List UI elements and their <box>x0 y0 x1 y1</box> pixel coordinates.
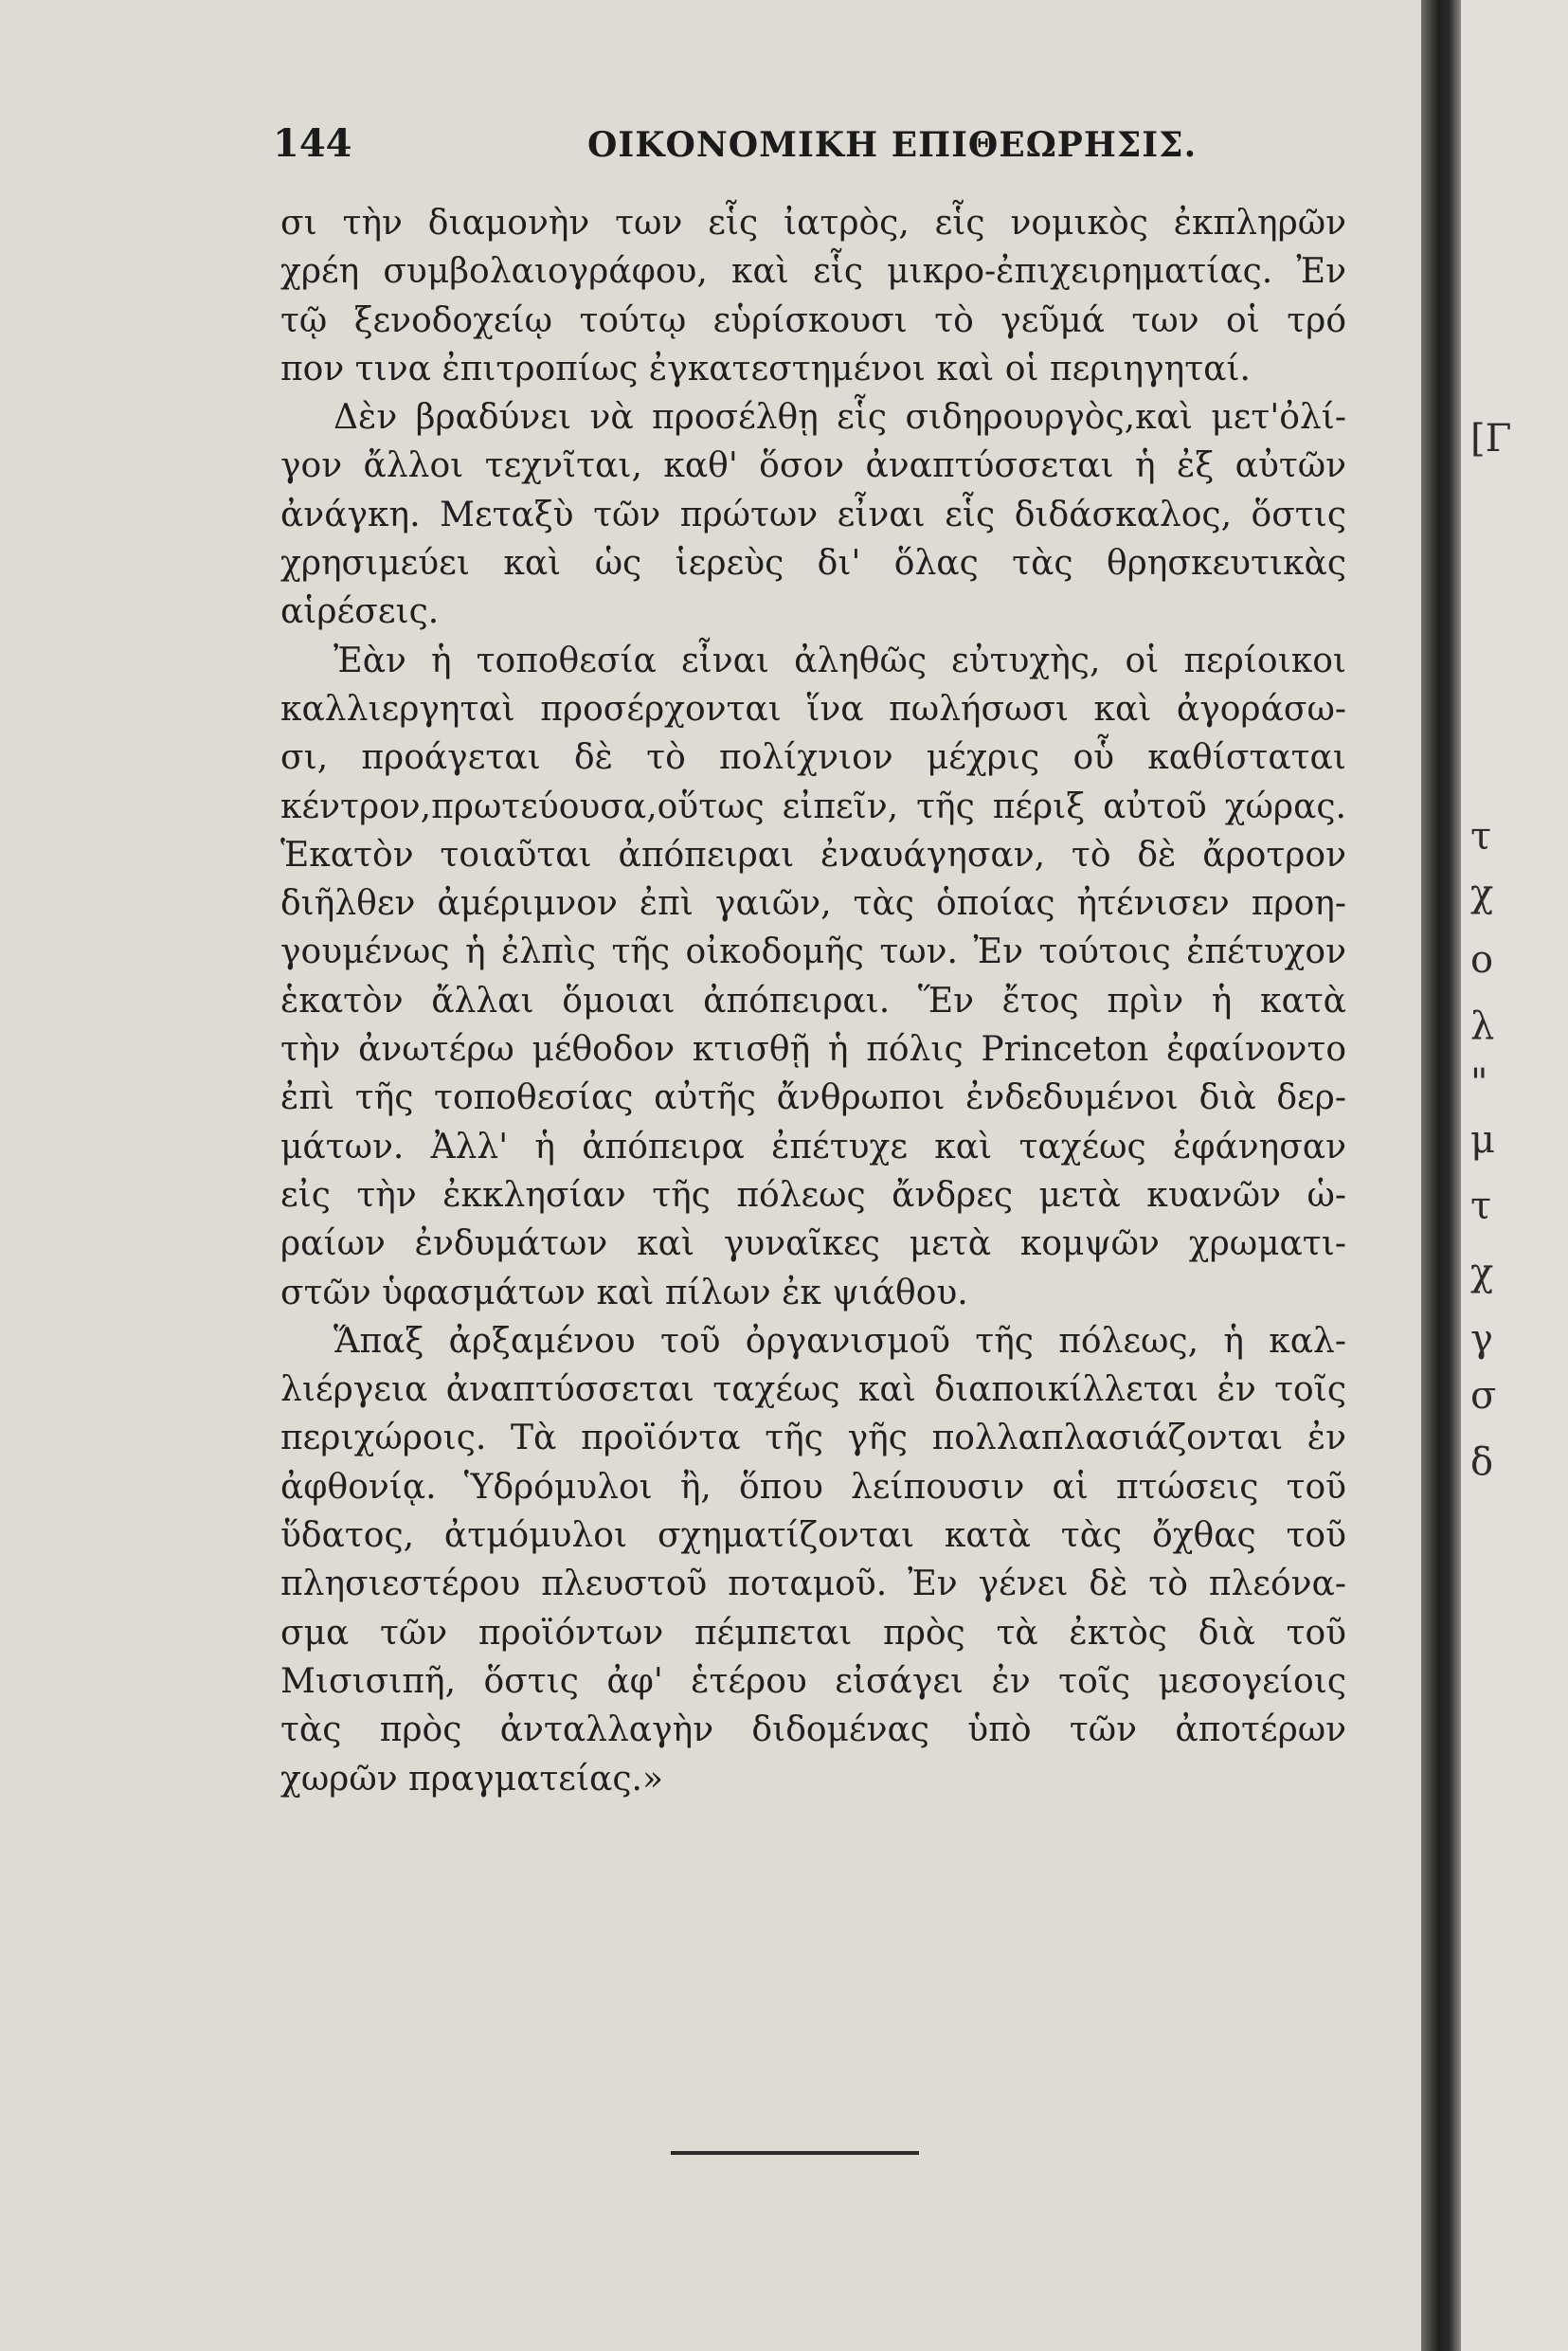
text-line: στῶν ὑφασμάτων καὶ πίλων ἐκ ψιάθου. <box>280 1273 968 1312</box>
text-line: τῷ ξενοδοχείῳ τούτῳ εὑρίσκουσι τὸ γεῦμά των οἱ τρό <box>280 300 1346 340</box>
text-line: γουμένως ἡ ἐλπὶς τῆς οἰκοδομῆς των. Ἐν τούτοις ἐπέτυχον <box>280 932 1346 972</box>
text-line: περιχώροις. Τὰ προϊόντα τῆς γῆς πολλαπλασιάζονται ἐν <box>280 1419 1346 1458</box>
text-line: ἀνάγκη. Μεταξὺ τῶν πρώτων εἶναι εἷς διδάσκαλος, ὅστις <box>280 495 1346 534</box>
adjacent-page-edge <box>1461 0 1568 2351</box>
adjacent-page-fragment: χ <box>1470 1251 1494 1294</box>
text-line: ραίων ἐνδυμάτων καὶ γυναῖκες μετὰ κομψῶν χρωματι- <box>280 1224 1346 1264</box>
text-line: χρέη συμβολαιογράφου, καὶ εἷς μικρο-ἐπιχειρηματίας. Ἐν <box>280 252 1346 292</box>
text-line: κέντρον,πρωτεύουσα,οὕτως εἰπεῖν, τῆς πέριξ αὐτοῦ χώρας. <box>280 787 1346 826</box>
text-line: ἑκατὸν ἄλλαι ὅμοιαι ἀπόπειραι. Ἕν ἔτος πρὶν ἡ κατὰ <box>280 981 1346 1021</box>
text-line: σι τὴν διαμονὴν των εἷς ἰατρὸς, εἷς νομικὸς ἐκπληρῶν <box>280 204 1346 243</box>
text-line: ὕδατος, ἀτμόμυλοι σχηματίζονται κατὰ τὰς ὄχθας τοῦ <box>280 1516 1346 1556</box>
text-line: Ἐὰν ἡ τοποθεσία εἶναι ἀληθῶς εὐτυχὴς, οἱ περίοικοι <box>333 641 1346 680</box>
adjacent-page-fragment: δ <box>1470 1440 1494 1484</box>
page-number: 144 <box>273 121 352 166</box>
body-text <box>280 199 1346 1803</box>
adjacent-page-fragment: τ <box>1470 1185 1492 1228</box>
adjacent-page-fragment: ο <box>1470 938 1494 982</box>
text-line: γον ἄλλοι τεχνῖται, καθ' ὅσον ἀναπτύσσεται ἡ ἐξ αὐτῶν <box>280 446 1346 486</box>
journal-title: ΟΙΚΟΝΟΜΙΚΗ ΕΠΙΘΕΩΡΗΣΙΣ. <box>587 125 1198 165</box>
running-head <box>273 121 1343 178</box>
adjacent-page-fragment: μ <box>1470 1118 1495 1162</box>
adjacent-page-fragment: τ <box>1470 815 1492 859</box>
adjacent-page-fragment: σ <box>1470 1374 1497 1418</box>
book-spine-gutter <box>1421 0 1461 2351</box>
text-line: χωρῶν πραγματείας.» <box>280 1759 663 1799</box>
adjacent-page-fragment: γ <box>1470 1317 1493 1361</box>
text-line: σμα τῶν προϊόντων πέμπεται πρὸς τὰ ἐκτὸς διὰ τοῦ <box>280 1613 1346 1653</box>
text-line: πλησιεστέρου πλευστοῦ ποταμοῦ. Ἐν γένει δὲ τὸ πλεόνα- <box>280 1564 1346 1604</box>
adjacent-page-fragment: " <box>1470 1061 1488 1105</box>
end-rule <box>671 2151 919 2155</box>
text-line: εἰς τὴν ἐκκλησίαν τῆς πόλεως ἄνδρες μετὰ κυανῶν ὡ- <box>280 1175 1346 1215</box>
text-line: καλλιεργηταὶ προσέρχονται ἵνα πωλήσωσι καὶ ἀγοράσω- <box>280 689 1346 729</box>
text-line: χρησιμεύει καὶ ὡς ἱερεὺς δι' ὅλας τὰς θρησκευτικὰς <box>280 544 1346 584</box>
text-line: Ἑκατὸν τοιαῦται ἀπόπειραι ἐναυάγησαν, τὸ δὲ ἄροτρον <box>280 835 1346 875</box>
text-line: σι, προάγεται δὲ τὸ πολίχνιον μέχρις οὗ καθίσταται <box>280 738 1346 778</box>
text-line: τὴν ἀνωτέρω μέθοδον κτισθῇ ἡ πόλις Princeton ἐφαίνοντο <box>280 1030 1346 1070</box>
adjacent-page-fragment: [Γ <box>1470 417 1512 461</box>
adjacent-page-fragment: χ <box>1470 872 1494 915</box>
text-line: ἐπὶ τῆς τοποθεσίας αὐτῆς ἄνθρωποι ἐνδεδυμένοι διὰ δερ- <box>280 1078 1346 1118</box>
text-line: λιέργεια ἀναπτύσσεται ταχέως καὶ διαποικίλλεται ἐν τοῖς <box>280 1370 1346 1410</box>
text-line: τὰς πρὸς ἀνταλλαγὴν διδομένας ὑπὸ τῶν ἀποτέρων <box>280 1710 1346 1750</box>
text-line: αἱρέσεις. <box>280 592 440 632</box>
adjacent-page-fragment: λ <box>1470 1004 1495 1048</box>
text-line: μάτων. Ἀλλ' ἡ ἀπόπειρα ἐπέτυχε καὶ ταχέως ἐφάνησαν <box>280 1127 1346 1166</box>
text-line: ἀφθονίᾳ. Ὑδρόμυλοι ἢ, ὅπου λείπουσιν αἱ πτώσεις τοῦ <box>280 1467 1346 1507</box>
text-line: πον τινα ἐπιτροπίως ἐγκατεστημένοι καὶ οἱ περιηγηταί. <box>280 349 1251 389</box>
text-line: Ἅπαξ ἀρξαμένου τοῦ ὀργανισμοῦ τῆς πόλεως, ἡ καλ- <box>333 1321 1346 1361</box>
text-line: διῆλθεν ἀμέριμνον ἐπὶ γαιῶν, τὰς ὁποίας ἠτένισεν προη- <box>280 884 1346 924</box>
text-line: Δὲν βραδύνει νὰ προσέλθῃ εἷς σιδηρουργὸς,καὶ μετ'ὀλί- <box>333 398 1346 438</box>
text-line: Μισισιπῆ, ὅστις ἀφ' ἑτέρου εἰσάγει ἐν τοῖς μεσογείοις <box>280 1661 1346 1701</box>
